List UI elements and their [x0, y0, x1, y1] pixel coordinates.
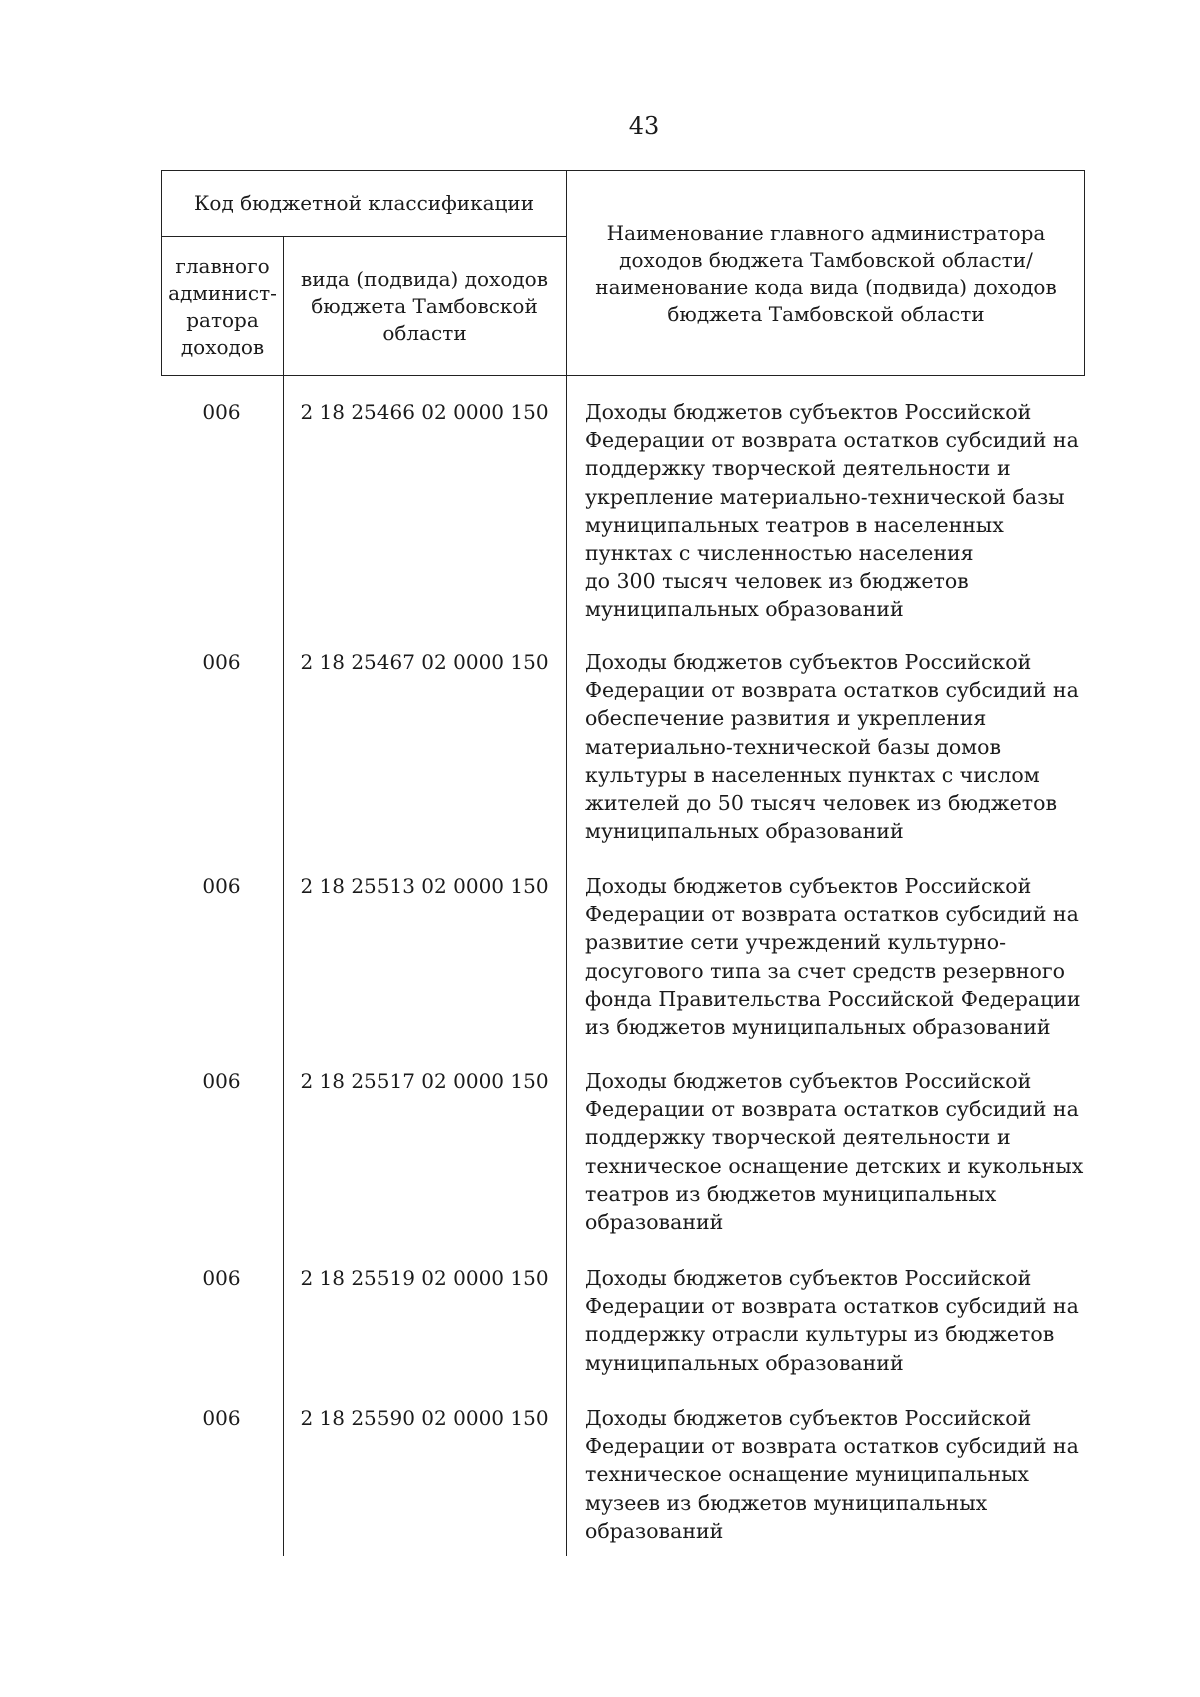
column-divider	[283, 376, 284, 1556]
header-chief-administrator: главного админист- ратора доходов	[168, 253, 277, 359]
admin-code-cell: 006	[202, 400, 241, 424]
revenue-code-cell: 2 18 25467 02 0000 150	[300, 650, 549, 674]
header-revenue-kind: вида (подвида) доходов бюджета Тамбовской области	[301, 267, 548, 345]
revenue-name-cell: Доходы бюджетов субъектов Российской Федерации от возврата остатков субсидий на обеспечение развития и укрепления материально-технической базы домов культуры в населенных пунктах с числом жителей до 50 тысяч человек из бюджетов муниципальных образований	[585, 650, 1079, 844]
admin-code-cell: 006	[202, 874, 241, 898]
revenue-code-cell: 2 18 25466 02 0000 150	[300, 400, 549, 424]
revenue-code-cell: 2 18 25517 02 0000 150	[300, 1069, 549, 1093]
revenue-code-cell: 2 18 25513 02 0000 150	[300, 874, 549, 898]
header-budget-classification-code: Код бюджетной классификации	[193, 191, 535, 215]
column-divider	[566, 376, 567, 1556]
revenue-code-cell: 2 18 25519 02 0000 150	[300, 1266, 549, 1290]
admin-code-cell: 006	[202, 1406, 241, 1430]
admin-code-cell: 006	[202, 1266, 241, 1290]
header-name: Наименование главного администратора доходов бюджета Тамбовской области/наименование кода вида (подвида) доходов бюджета Тамбовской области	[595, 221, 1057, 326]
revenue-name-cell: Доходы бюджетов субъектов Российской Федерации от возврата остатков субсидий на развитие сети учреждений культурно- досугового типа за счет средств резервного фонда Правительства Российской Федерации из бюджетов муниципальных образований	[585, 874, 1081, 1040]
admin-code-cell: 006	[202, 1069, 241, 1093]
revenue-name-cell: Доходы бюджетов субъектов Российской Федерации от возврата остатков субсидий на поддержку творческой деятельности и укрепление материально-технической базы муниципальных театров в населенных пунктах с численностью населения до 300 тысяч человек из бюджетов муниципальных образований	[585, 400, 1079, 622]
table-header	[161, 170, 1085, 376]
revenue-name-cell: Доходы бюджетов субъектов Российской Федерации от возврата остатков субсидий на техническое оснащение муниципальных музеев из бюджетов муниципальных образований	[585, 1406, 1079, 1543]
page-number: 43	[628, 112, 660, 140]
revenue-name-cell: Доходы бюджетов субъектов Российской Федерации от возврата остатков субсидий на поддержку отрасли культуры из бюджетов муниципальных образований	[585, 1266, 1079, 1375]
admin-code-cell: 006	[202, 650, 241, 674]
revenue-name-cell: Доходы бюджетов субъектов Российской Федерации от возврата остатков субсидий на поддержку творческой деятельности и техническое оснащение детских и кукольных театров из бюджетов муниципальных образований	[585, 1069, 1084, 1235]
revenue-code-cell: 2 18 25590 02 0000 150	[300, 1406, 549, 1430]
